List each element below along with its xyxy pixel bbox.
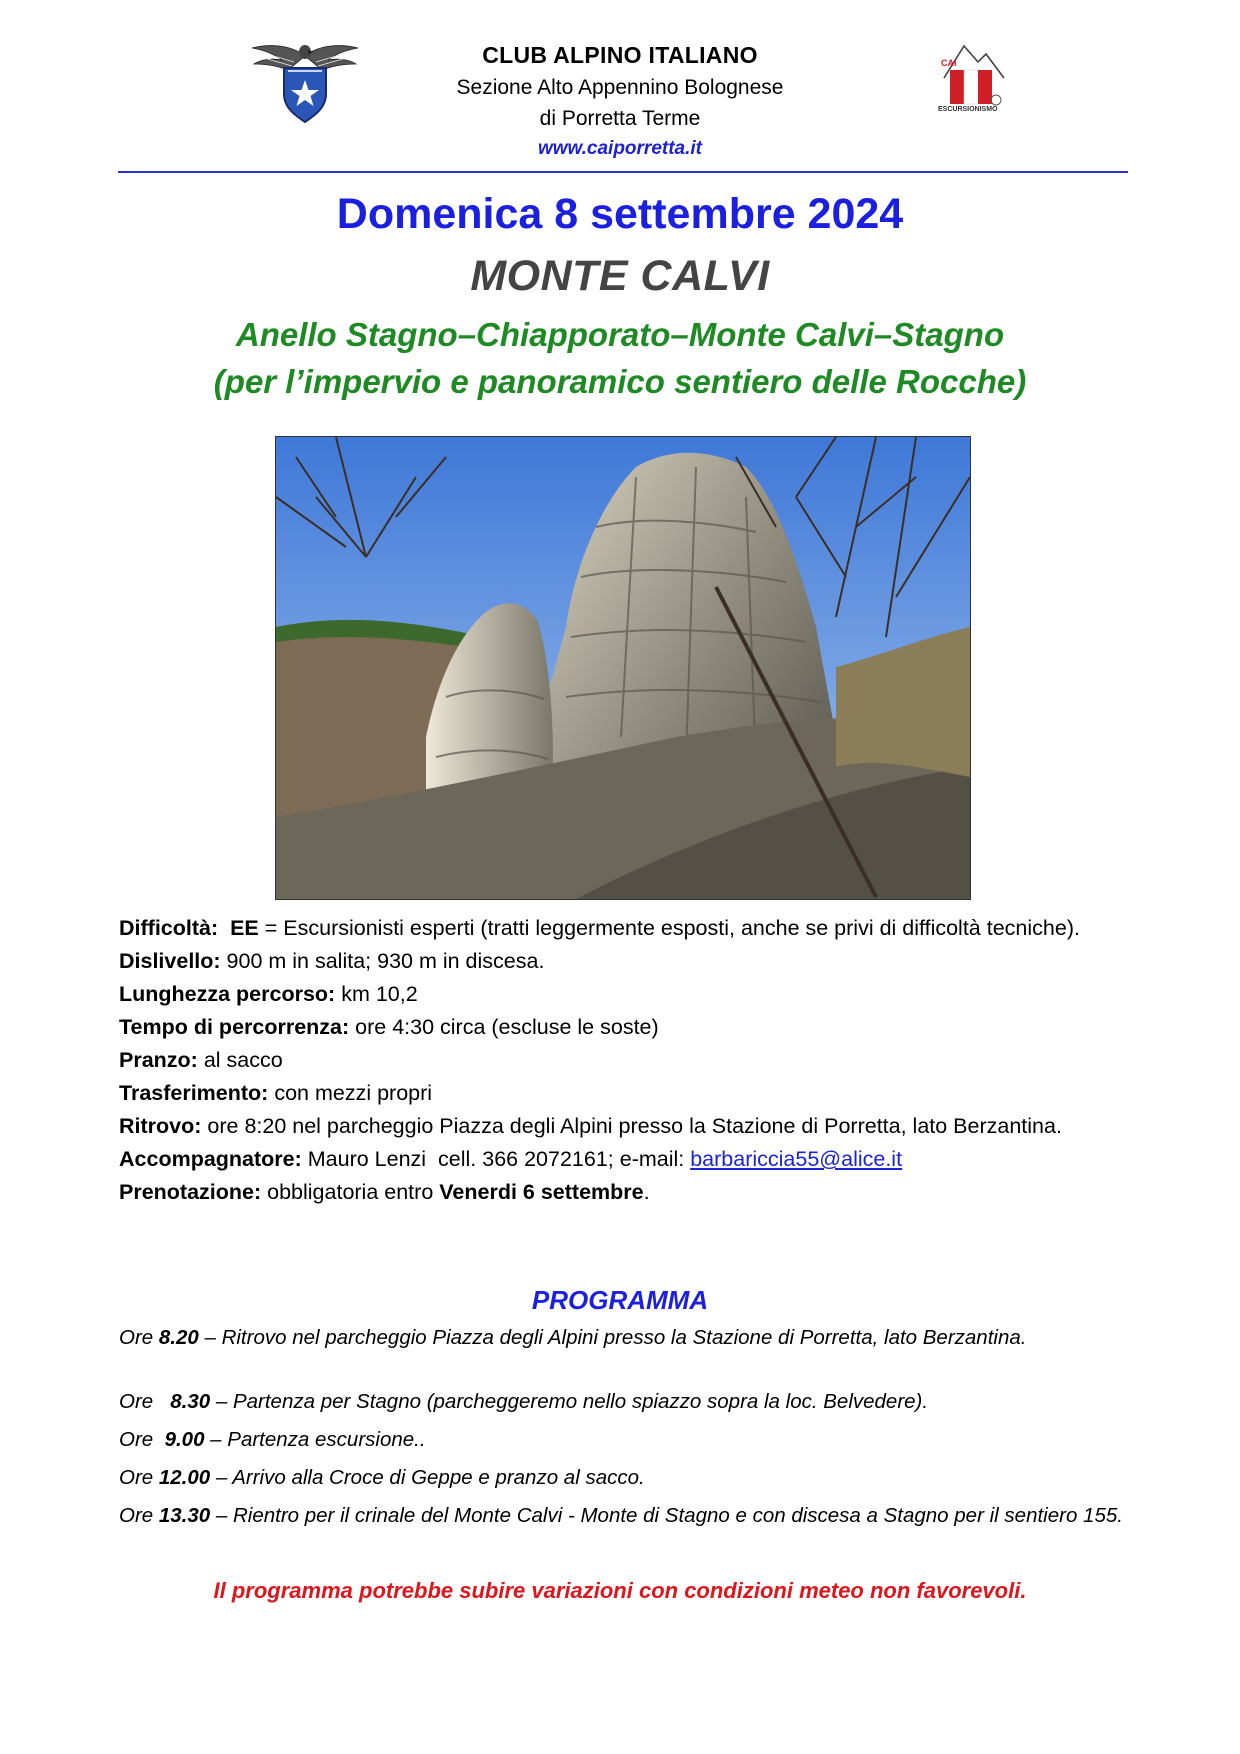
program-item-time: 8.20 bbox=[158, 1326, 199, 1349]
website-link[interactable]: www.caiporretta.it bbox=[538, 138, 702, 159]
rock-pinnacle-photo bbox=[275, 436, 971, 900]
program-item-text: – Partenza per Stagno (parcheggeremo nello spiazzo sopra la loc. Belvedere). bbox=[210, 1390, 929, 1413]
meeting-row bbox=[119, 1110, 1129, 1143]
difficulty-label: Difficoltà: bbox=[119, 916, 219, 940]
booking-end: . bbox=[643, 1180, 650, 1204]
event-route: Anello Stagno–Chiapporato–Monte Calvi–Stagno bbox=[235, 316, 1005, 353]
time-row bbox=[119, 1011, 1129, 1044]
length-row bbox=[119, 978, 1129, 1011]
cai-escursionismo-logo bbox=[938, 38, 1008, 118]
meeting-label: Ritrovo: bbox=[119, 1114, 202, 1138]
guide-email-link[interactable]: barbariccia55@alice.it bbox=[690, 1147, 903, 1171]
program-item bbox=[119, 1464, 1129, 1491]
booking-row bbox=[119, 1176, 1129, 1209]
event-date: Domenica 8 settembre 2024 bbox=[336, 190, 904, 238]
difficulty-text: = Escursionisti esperti (tratti leggermente esposti, anche se privi di difficoltà tecniche). bbox=[258, 916, 1080, 940]
program-item-text: – Rientro per il crinale del Monte Calvi - Monte di Stagno e con discesa a Stagno per il sentiero 155. bbox=[210, 1504, 1123, 1527]
program-item bbox=[119, 1426, 1129, 1453]
program-item-prefix: Ore bbox=[119, 1326, 159, 1349]
lunch-label: Pranzo: bbox=[119, 1048, 198, 1072]
length-label: Lunghezza percorso: bbox=[119, 982, 336, 1006]
lunch-text: al sacco bbox=[197, 1048, 283, 1072]
difficulty-code: EE bbox=[230, 916, 259, 940]
transfer-label: Trasferimento: bbox=[119, 1081, 269, 1105]
event-route-note: (per l’impervio e panoramico sentiero delle Rocche) bbox=[213, 363, 1027, 400]
program-item-prefix: Ore bbox=[119, 1390, 171, 1413]
section-name: Sezione Alto Appennino Bolognese bbox=[456, 76, 784, 99]
program-item bbox=[119, 1388, 1129, 1415]
program-item-prefix: Ore bbox=[119, 1428, 165, 1451]
meeting-text: ore 8:20 nel parcheggio Piazza degli Alpini presso la Stazione di Porretta, lato Berzantina. bbox=[201, 1114, 1062, 1138]
program-item-time: 8.30 bbox=[170, 1390, 211, 1413]
program-title: PROGRAMMA bbox=[531, 1285, 709, 1315]
header-divider bbox=[118, 171, 1128, 173]
booking-deadline: Venerdi 6 settembre bbox=[439, 1180, 644, 1204]
weather-warning: Il programma potrebbe subire variazioni con condizioni meteo non favorevoli. bbox=[213, 1578, 1027, 1603]
lunch-row bbox=[119, 1044, 1129, 1077]
elevation-label: Dislivello: bbox=[119, 949, 221, 973]
time-text: ore 4:30 circa (escluse le soste) bbox=[349, 1015, 659, 1039]
section-city: di Porretta Terme bbox=[539, 107, 701, 130]
program-item-time: 13.30 bbox=[158, 1504, 211, 1527]
event-details bbox=[119, 912, 1129, 1209]
program-item-time: 9.00 bbox=[164, 1428, 205, 1451]
club-name: CLUB ALPINO ITALIANO bbox=[482, 42, 758, 68]
program-item-time: 12.00 bbox=[158, 1466, 211, 1489]
transfer-text: con mezzi propri bbox=[268, 1081, 433, 1105]
event-peak: MONTE CALVI bbox=[470, 252, 770, 300]
booking-label: Prenotazione: bbox=[119, 1180, 262, 1204]
program-item-text: – Ritrovo nel parcheggio Piazza degli Alpini presso la Stazione di Porretta, lato Berzantina. bbox=[198, 1326, 1027, 1349]
transfer-row bbox=[119, 1077, 1129, 1110]
program-item-text: – Partenza escursione.. bbox=[204, 1428, 426, 1451]
guide-label: Accompagnatore: bbox=[119, 1147, 302, 1171]
program-item-text: – Arrivo alla Croce di Geppe e pranzo al sacco. bbox=[210, 1466, 645, 1489]
escursionismo-logo-bottom-text: ESCURSIONISMO bbox=[938, 106, 998, 113]
rock-pinnacle-photo-icon bbox=[276, 437, 970, 899]
booking-text: obbligatoria entro bbox=[261, 1180, 440, 1204]
program-item-prefix: Ore bbox=[119, 1466, 159, 1489]
program-item bbox=[119, 1324, 1129, 1351]
program-item-prefix: Ore bbox=[119, 1504, 159, 1527]
escursionismo-logo-top-text: CAI bbox=[941, 58, 957, 68]
elevation-text: 900 m in salita; 930 m in discesa. bbox=[220, 949, 545, 973]
program-item bbox=[119, 1502, 1129, 1529]
length-text: km 10,2 bbox=[335, 982, 418, 1006]
time-label: Tempo di percorrenza: bbox=[119, 1015, 350, 1039]
elevation-row bbox=[119, 945, 1129, 978]
guide-row bbox=[119, 1143, 1129, 1176]
guide-text: Mauro Lenzi cell. 366 2072161; e-mail: bbox=[301, 1147, 691, 1171]
difficulty-row bbox=[119, 912, 1129, 945]
